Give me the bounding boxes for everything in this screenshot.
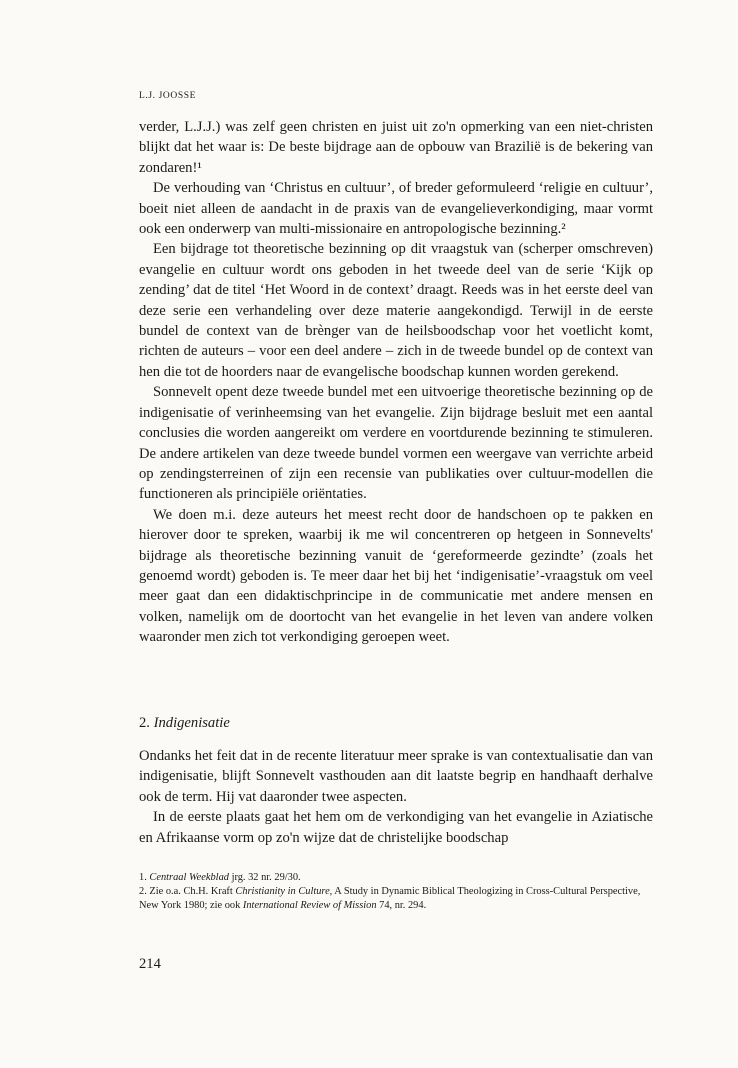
footnote-number: 2. bbox=[139, 886, 147, 897]
footnote-title: Centraal Weekblad bbox=[149, 872, 229, 883]
footnote-text: jrg. 32 nr. 29/30. bbox=[228, 872, 301, 883]
footnote-journal: International Review of Mission bbox=[242, 900, 377, 911]
section-title: Indigenisatie bbox=[153, 715, 230, 731]
paragraph: verder, L.J.J.) was zelf geen christen en juist uit zo'n opmerking van een niet-christen blijkt dat het waar is: De beste bijdrage aan de opbouw van Brazilië is de bekering van zondaren!¹ bbox=[139, 119, 653, 176]
main-text bbox=[139, 117, 653, 648]
footnote-title: Christianity in Culture, bbox=[235, 886, 333, 897]
paragraph: Sonnevelt opent deze tweede bundel met een uitvoerige theoretische bezinning op de indigenisatie of verinheemsing van het evangelie. Zijn bijdrage besluit met een aantal conclusies die worden aangereikt om verdere en voortdurende bezinning te stimuleren. De andere artikelen van deze tweede bundel vormen een weergave van verrichte arbeid op zendingsterreinen of zijn een recensie van publikaties over cultuur-modellen die functioneren als principiële oriëntaties. bbox=[139, 384, 653, 503]
paragraph: In de eerste plaats gaat het hem om de verkondiging van het evangelie in Aziatische en Afrikaanse vorm op zo'n wijze dat de christelijke boodschap bbox=[139, 809, 653, 846]
paragraph: We doen m.i. deze auteurs het meest recht door de handschoen op te pakken en hierover door te spreken, waarbij ik me wil concentreren op hetgeen in Sonnevelts' bijdrage als theoretische bezinning vanuit de ‘gereformeerde gezindte’ (zoals het genoemd wordt) geboden is. Te meer daar het bij het ‘indigenisatie’-vraagstuk om veel meer gaat dan een didaktischprincipe in de communicatie met andere mensen en volken, namelijk om de doortocht van het evangelie in het leven van andere volken waaronder men zich tot verkondiging geroepen weet. bbox=[139, 506, 653, 646]
footnote-text: A Study in Dynamic Biblical Theologizing in Cross-Cultural Perspective, New York 1980; zie ook bbox=[139, 886, 641, 911]
footnote-text: 74, nr. 294. bbox=[376, 900, 427, 911]
footnotes bbox=[139, 871, 653, 913]
footnote-text: Zie o.a. Ch.H. Kraft bbox=[146, 886, 236, 897]
paragraph: Een bijdrage tot theoretische bezinning op dit vraagstuk van (scherper omschreven) evangelie en cultuur wordt ons geboden in het tweede deel van de serie ‘Kijk op zending’ dat de titel ‘Het Woord in de context’ draagt. Reeds was in het eerste deel van deze serie een verhandeling over deze materie aangekondigd. Terwijl in de eerste bundel de context van de brènger van de heilsboodschap voor het voetlicht komt, richten de auteurs – voor een deel andere – zich in de tweede bundel op de context van hen die tot de hoorders naar de evangelische boodschap kunnen worden gerekend. bbox=[139, 241, 653, 380]
section-heading bbox=[139, 713, 230, 733]
section-number: 2. bbox=[139, 715, 150, 731]
footnote-number: 1. bbox=[139, 872, 147, 883]
footnote bbox=[139, 871, 653, 885]
section-text bbox=[139, 746, 653, 848]
page-number: 214 bbox=[139, 956, 161, 972]
paragraph: De verhouding van ‘Christus en cultuur’, of breder geformuleerd ‘religie en cultuur’, boeit niet alleen de aandacht in de praxis van de evangelieverkondiging, maar vormt ook een onderwerp van multi-missionaire en antropologische bezinning.² bbox=[139, 180, 653, 238]
running-head: L.J. JOOSSE bbox=[139, 91, 197, 101]
paragraph: Ondanks het feit dat in de recente literatuur meer sprake is van contextualisatie dan van indigenisatie, blijft Sonnevelt vasthouden aan dit laatste begrip en handhaaft derhalve ook de term. Hij vat daaronder twee aspecten. bbox=[139, 748, 653, 805]
footnote bbox=[139, 885, 653, 913]
